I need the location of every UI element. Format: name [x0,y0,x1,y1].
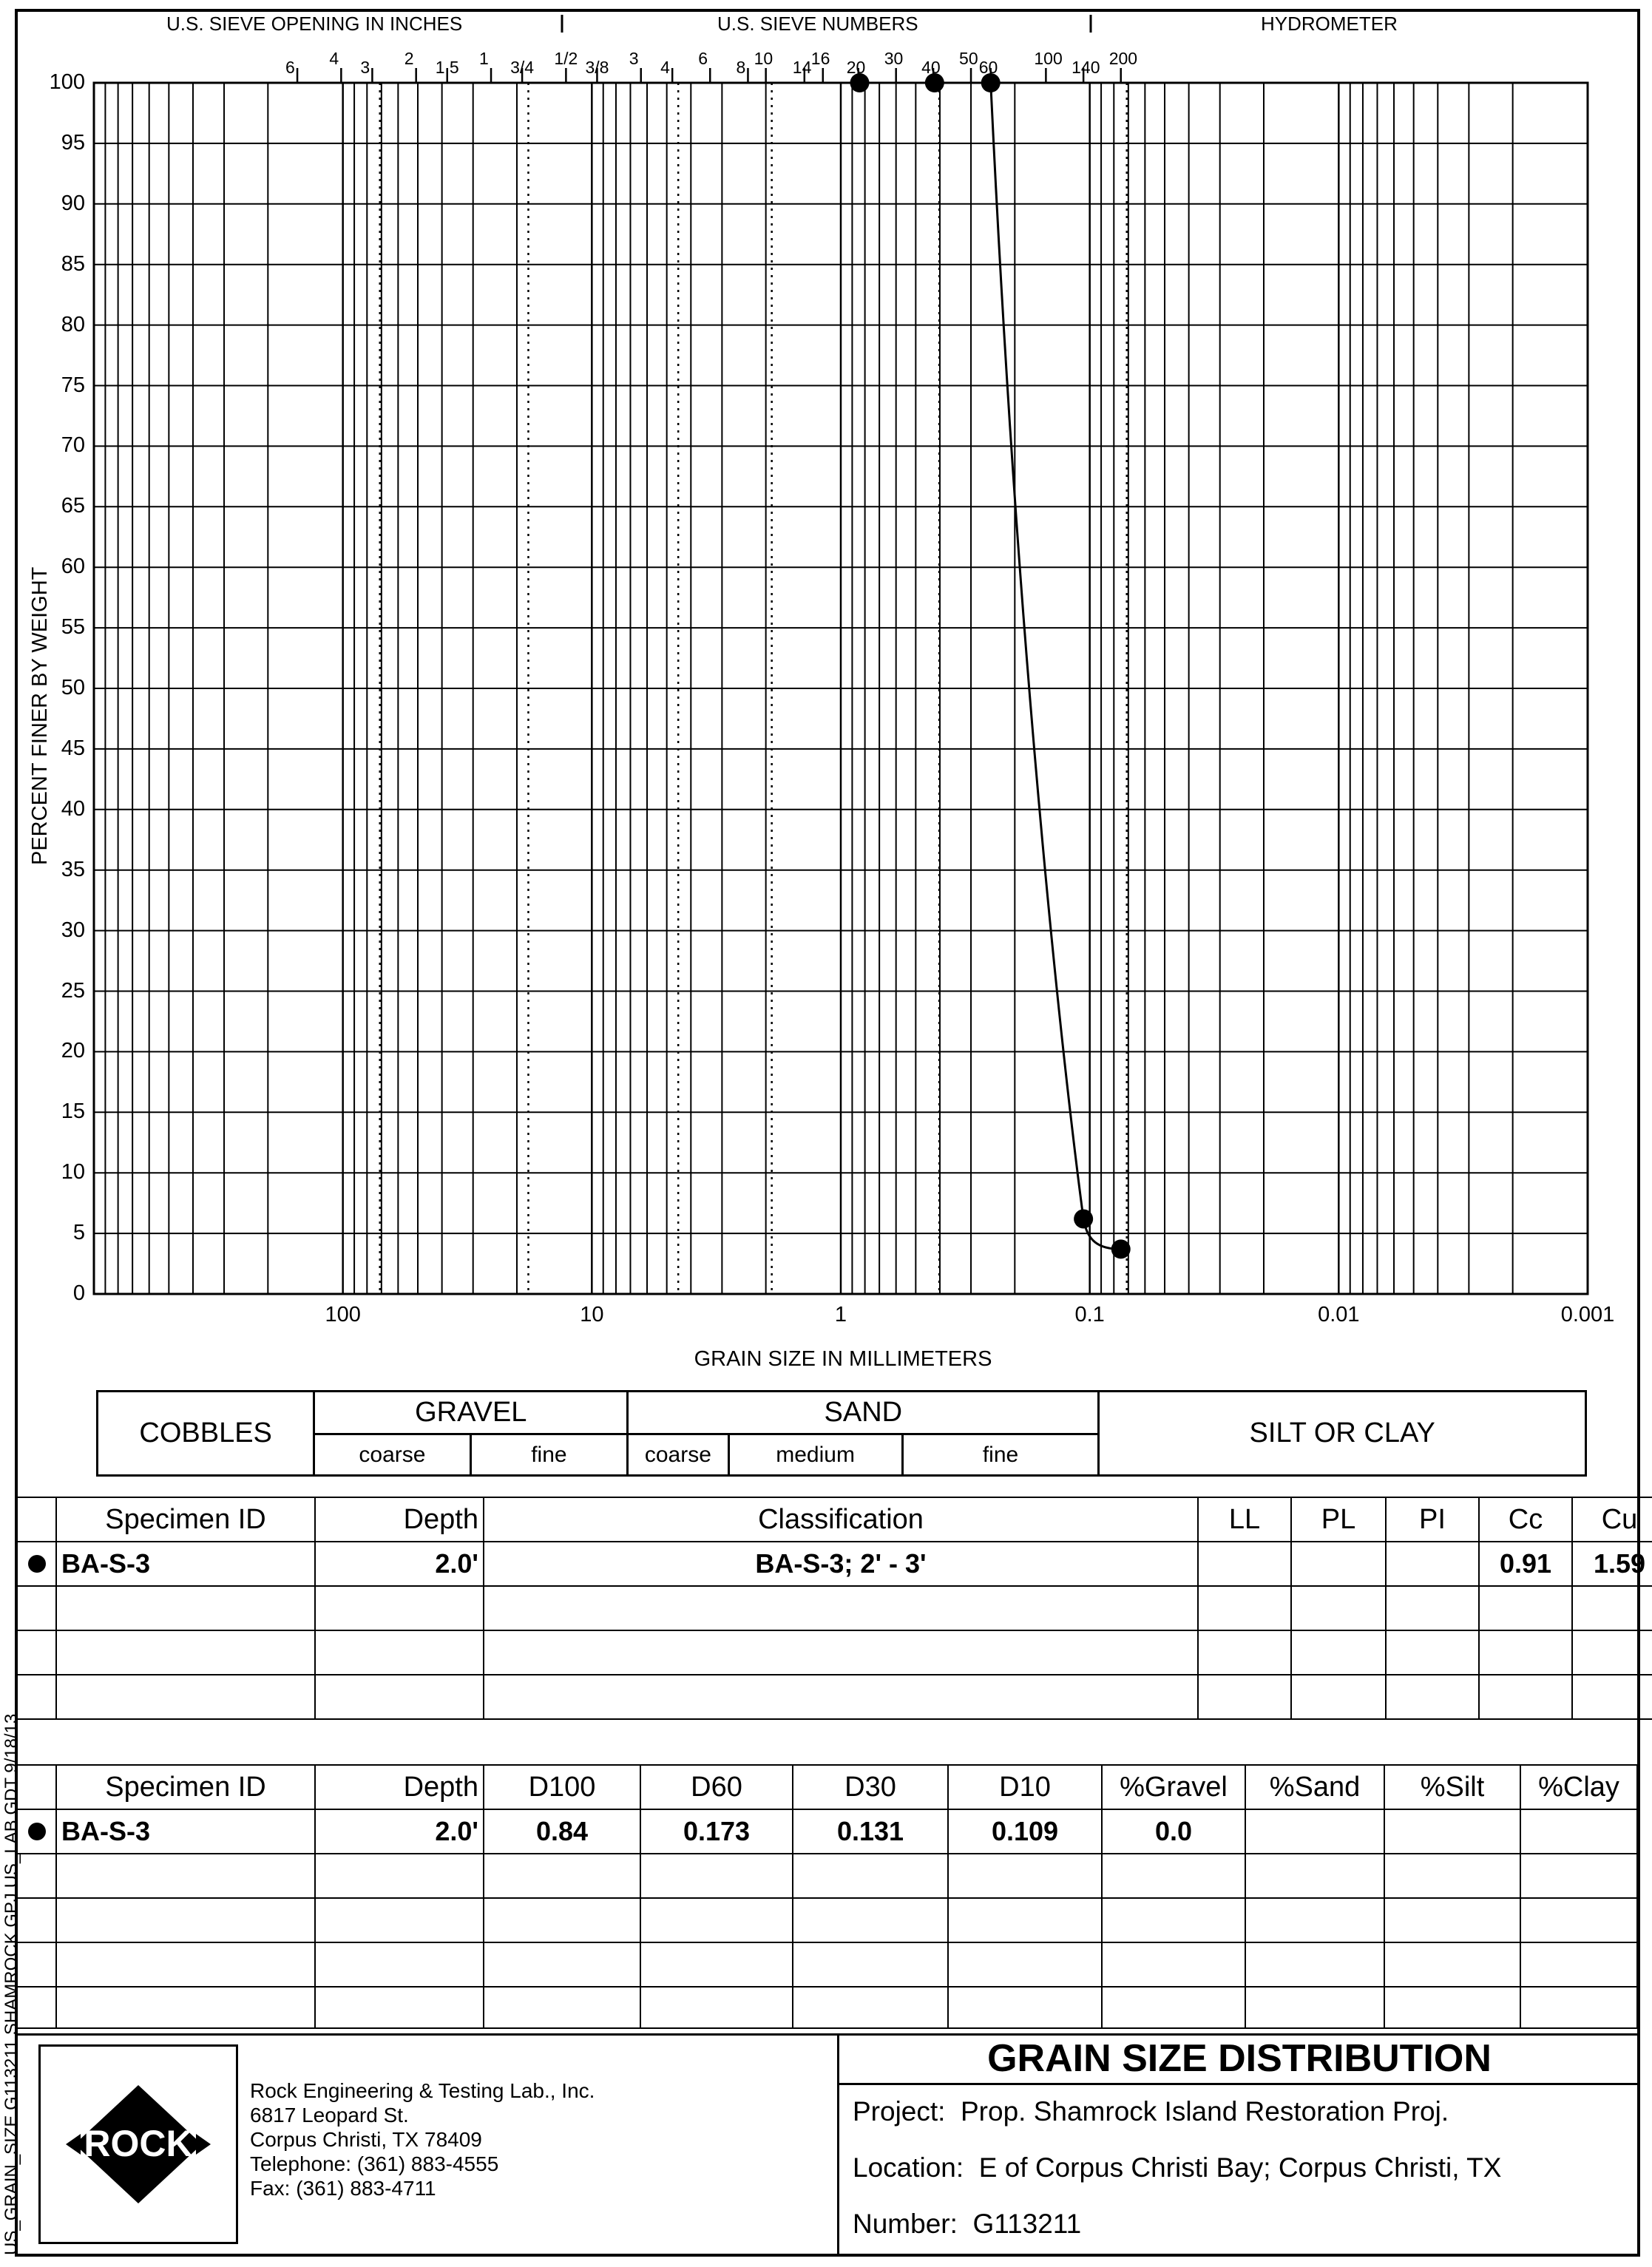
x-tick-label: 100 [325,1303,361,1326]
gradation-curve [859,83,1120,1249]
project-label: Project: [853,2096,946,2127]
hydrometer-header: HYDROMETER [1261,13,1398,35]
ll-cell [1198,1542,1291,1586]
soil-classification-band [96,1390,1587,1477]
data-point [1111,1239,1131,1258]
sieve-label: 50 [959,49,978,68]
clay-pct-cell [1520,1809,1637,1854]
d60-header: D60 [640,1765,793,1809]
sieve-label: 3 [360,58,370,77]
d30-header: D30 [793,1765,948,1809]
sieve-label: 14 [792,58,812,77]
y-tick-label: 95 [61,130,85,155]
x-tick-label: 0.01 [1318,1303,1360,1326]
x-tick-label: 10 [580,1303,604,1326]
title-block [18,2033,1637,2256]
depth-cell: 2.0' [315,1542,484,1586]
d100-header: D100 [484,1765,640,1809]
cu-cell: 1.59 [1572,1542,1652,1586]
y-tick-label: 60 [61,555,85,579]
sieve-label: 3/4 [510,58,535,77]
sieve-label: 16 [810,49,830,68]
y-tick-label: 10 [61,1160,85,1185]
sieve-opening-header: U.S. SIEVE OPENING IN INCHES [166,13,463,35]
d60-cell: 0.173 [640,1809,793,1854]
gravel-fine-label: fine [470,1434,628,1476]
depth-header: Depth [315,1497,484,1542]
classification-table [18,1497,1652,1720]
silt-clay-label: SILT OR CLAY [1099,1392,1586,1476]
number-value: G113211 [972,2209,1082,2239]
sand-pct-cell [1245,1809,1384,1854]
d10-header: D10 [948,1765,1102,1809]
sand-pct-header: %Sand [1245,1765,1384,1809]
y-tick-label: 70 [61,433,85,458]
clay-pct-header: %Clay [1520,1765,1637,1809]
d10-cell: 0.109 [948,1809,1102,1854]
pi-cell [1386,1542,1479,1586]
y-tick-label: 45 [61,736,85,760]
sieve-label: 4 [329,49,339,68]
sieve-label: 10 [754,49,773,68]
cu-header: Cu [1572,1497,1652,1542]
x-tick-label: 1 [834,1303,847,1326]
sieve-label: 8 [736,58,746,77]
project-line [853,2096,1449,2127]
y-tick-label: 20 [61,1039,85,1063]
cobbles-label: COBBLES [98,1392,314,1476]
x-tick-label: 0.001 [1560,1303,1615,1326]
gravel-pct-cell: 0.0 [1102,1809,1245,1854]
depth-header-2: Depth [315,1765,484,1809]
specimen-id-header-2: Specimen ID [56,1765,315,1809]
sieve-label: 20 [846,58,866,77]
y-tick-label: 100 [49,70,85,94]
pl-header: PL [1291,1497,1386,1542]
company-fax: Fax: (361) 883-4711 [250,2177,436,2200]
company-info [250,2078,595,2200]
sieve-label: 6 [698,49,708,68]
sieve-label: 3/8 [585,58,609,77]
sieve-label: 100 [1034,49,1063,68]
y-tick-label: 50 [61,676,85,699]
sand-medium-label: medium [728,1434,902,1476]
sieve-label: 60 [978,58,998,77]
specimen-id-header: Specimen ID [56,1497,315,1542]
sieve-label: 3 [629,49,639,68]
logo-box [38,2044,238,2244]
number-line [853,2209,1081,2240]
cc-header: Cc [1479,1497,1572,1542]
sieve-label: 140 [1072,58,1100,77]
sand-coarse-label: coarse [628,1434,728,1476]
location-line [853,2152,1501,2183]
rock-logo-icon [41,2047,236,2242]
data-point [1074,1209,1093,1228]
specimen-id-cell-2: BA-S-3 [56,1809,315,1854]
ll-header: LL [1198,1497,1291,1542]
y-tick-label: 65 [61,494,85,518]
sieve-label: 4 [660,58,670,77]
y-tick-label: 30 [61,918,85,942]
company-address-2: Corpus Christi, TX 78409 [250,2128,482,2151]
sieve-label: 1/2 [554,49,578,68]
sieve-label: 1.5 [435,58,459,77]
classification-header: Classification [484,1497,1198,1542]
report-title: GRAIN SIZE DISTRIBUTION [839,2034,1639,2085]
sieve-label: 30 [884,49,904,68]
specimen-marker-icon [28,1555,46,1573]
x-tick-label: 0.1 [1074,1303,1105,1326]
sieve-label: 40 [921,58,941,77]
silt-pct-header: %Silt [1384,1765,1520,1809]
x-axis-title: GRAIN SIZE IN MILLIMETERS [694,1347,992,1371]
gradation-table [18,1764,1638,2029]
sieve-label: 1 [479,49,489,68]
sieve-numbers-header: U.S. SIEVE NUMBERS [717,13,918,35]
report-panel [837,2034,1639,2256]
sand-label: SAND [628,1392,1099,1434]
sieve-label: 200 [1108,49,1138,68]
depth-cell-2: 2.0' [315,1809,484,1854]
y-tick-label: 35 [61,857,85,881]
y-axis-title: PERCENT FINER BY WEIGHT [28,566,52,865]
specimen-id-cell: BA-S-3 [56,1542,315,1586]
location-label: Location: [853,2152,964,2183]
pi-header: PI [1386,1497,1479,1542]
project-value: Prop. Shamrock Island Restoration Proj. [961,2096,1449,2127]
cc-cell: 0.91 [1479,1542,1572,1586]
classification-cell: BA-S-3; 2' - 3' [484,1542,1198,1586]
y-tick-label: 40 [61,796,85,821]
y-tick-label: 15 [61,1099,85,1124]
y-tick-label: 25 [61,978,85,1003]
y-tick-label: 55 [61,615,85,640]
company-address-1: 6817 Leopard St. [250,2104,409,2127]
silt-pct-cell [1384,1809,1520,1854]
gravel-label: GRAVEL [314,1392,628,1434]
company-telephone: Telephone: (361) 883-4555 [250,2152,499,2175]
d30-cell: 0.131 [793,1809,948,1854]
number-label: Number: [853,2209,958,2239]
pl-cell [1291,1542,1386,1586]
y-tick-label: 85 [61,251,85,276]
company-name: Rock Engineering & Testing Lab., Inc. [250,2079,595,2102]
specimen-marker-icon [28,1823,46,1840]
y-tick-label: 75 [61,373,85,397]
sieve-label: 2 [404,49,414,68]
y-tick-label: 80 [61,312,85,336]
side-file-label: US_GRAIN_SIZE G113211 SHAMROCK.GPJ US_LAB.GDT 9/18/13 [1,1713,21,2255]
d100-cell: 0.84 [484,1809,640,1854]
y-tick-label: 0 [72,1281,85,1305]
y-tick-label: 90 [61,191,85,215]
gravel-pct-header: %Gravel [1102,1765,1245,1809]
location-value: E of Corpus Christi Bay; Corpus Christi, TX [978,2152,1502,2183]
gravel-coarse-label: coarse [314,1434,470,1476]
sieve-label: 6 [285,58,295,77]
sand-fine-label: fine [902,1434,1099,1476]
logo-text: ROCK [84,2123,193,2164]
y-tick-label: 5 [72,1221,85,1245]
